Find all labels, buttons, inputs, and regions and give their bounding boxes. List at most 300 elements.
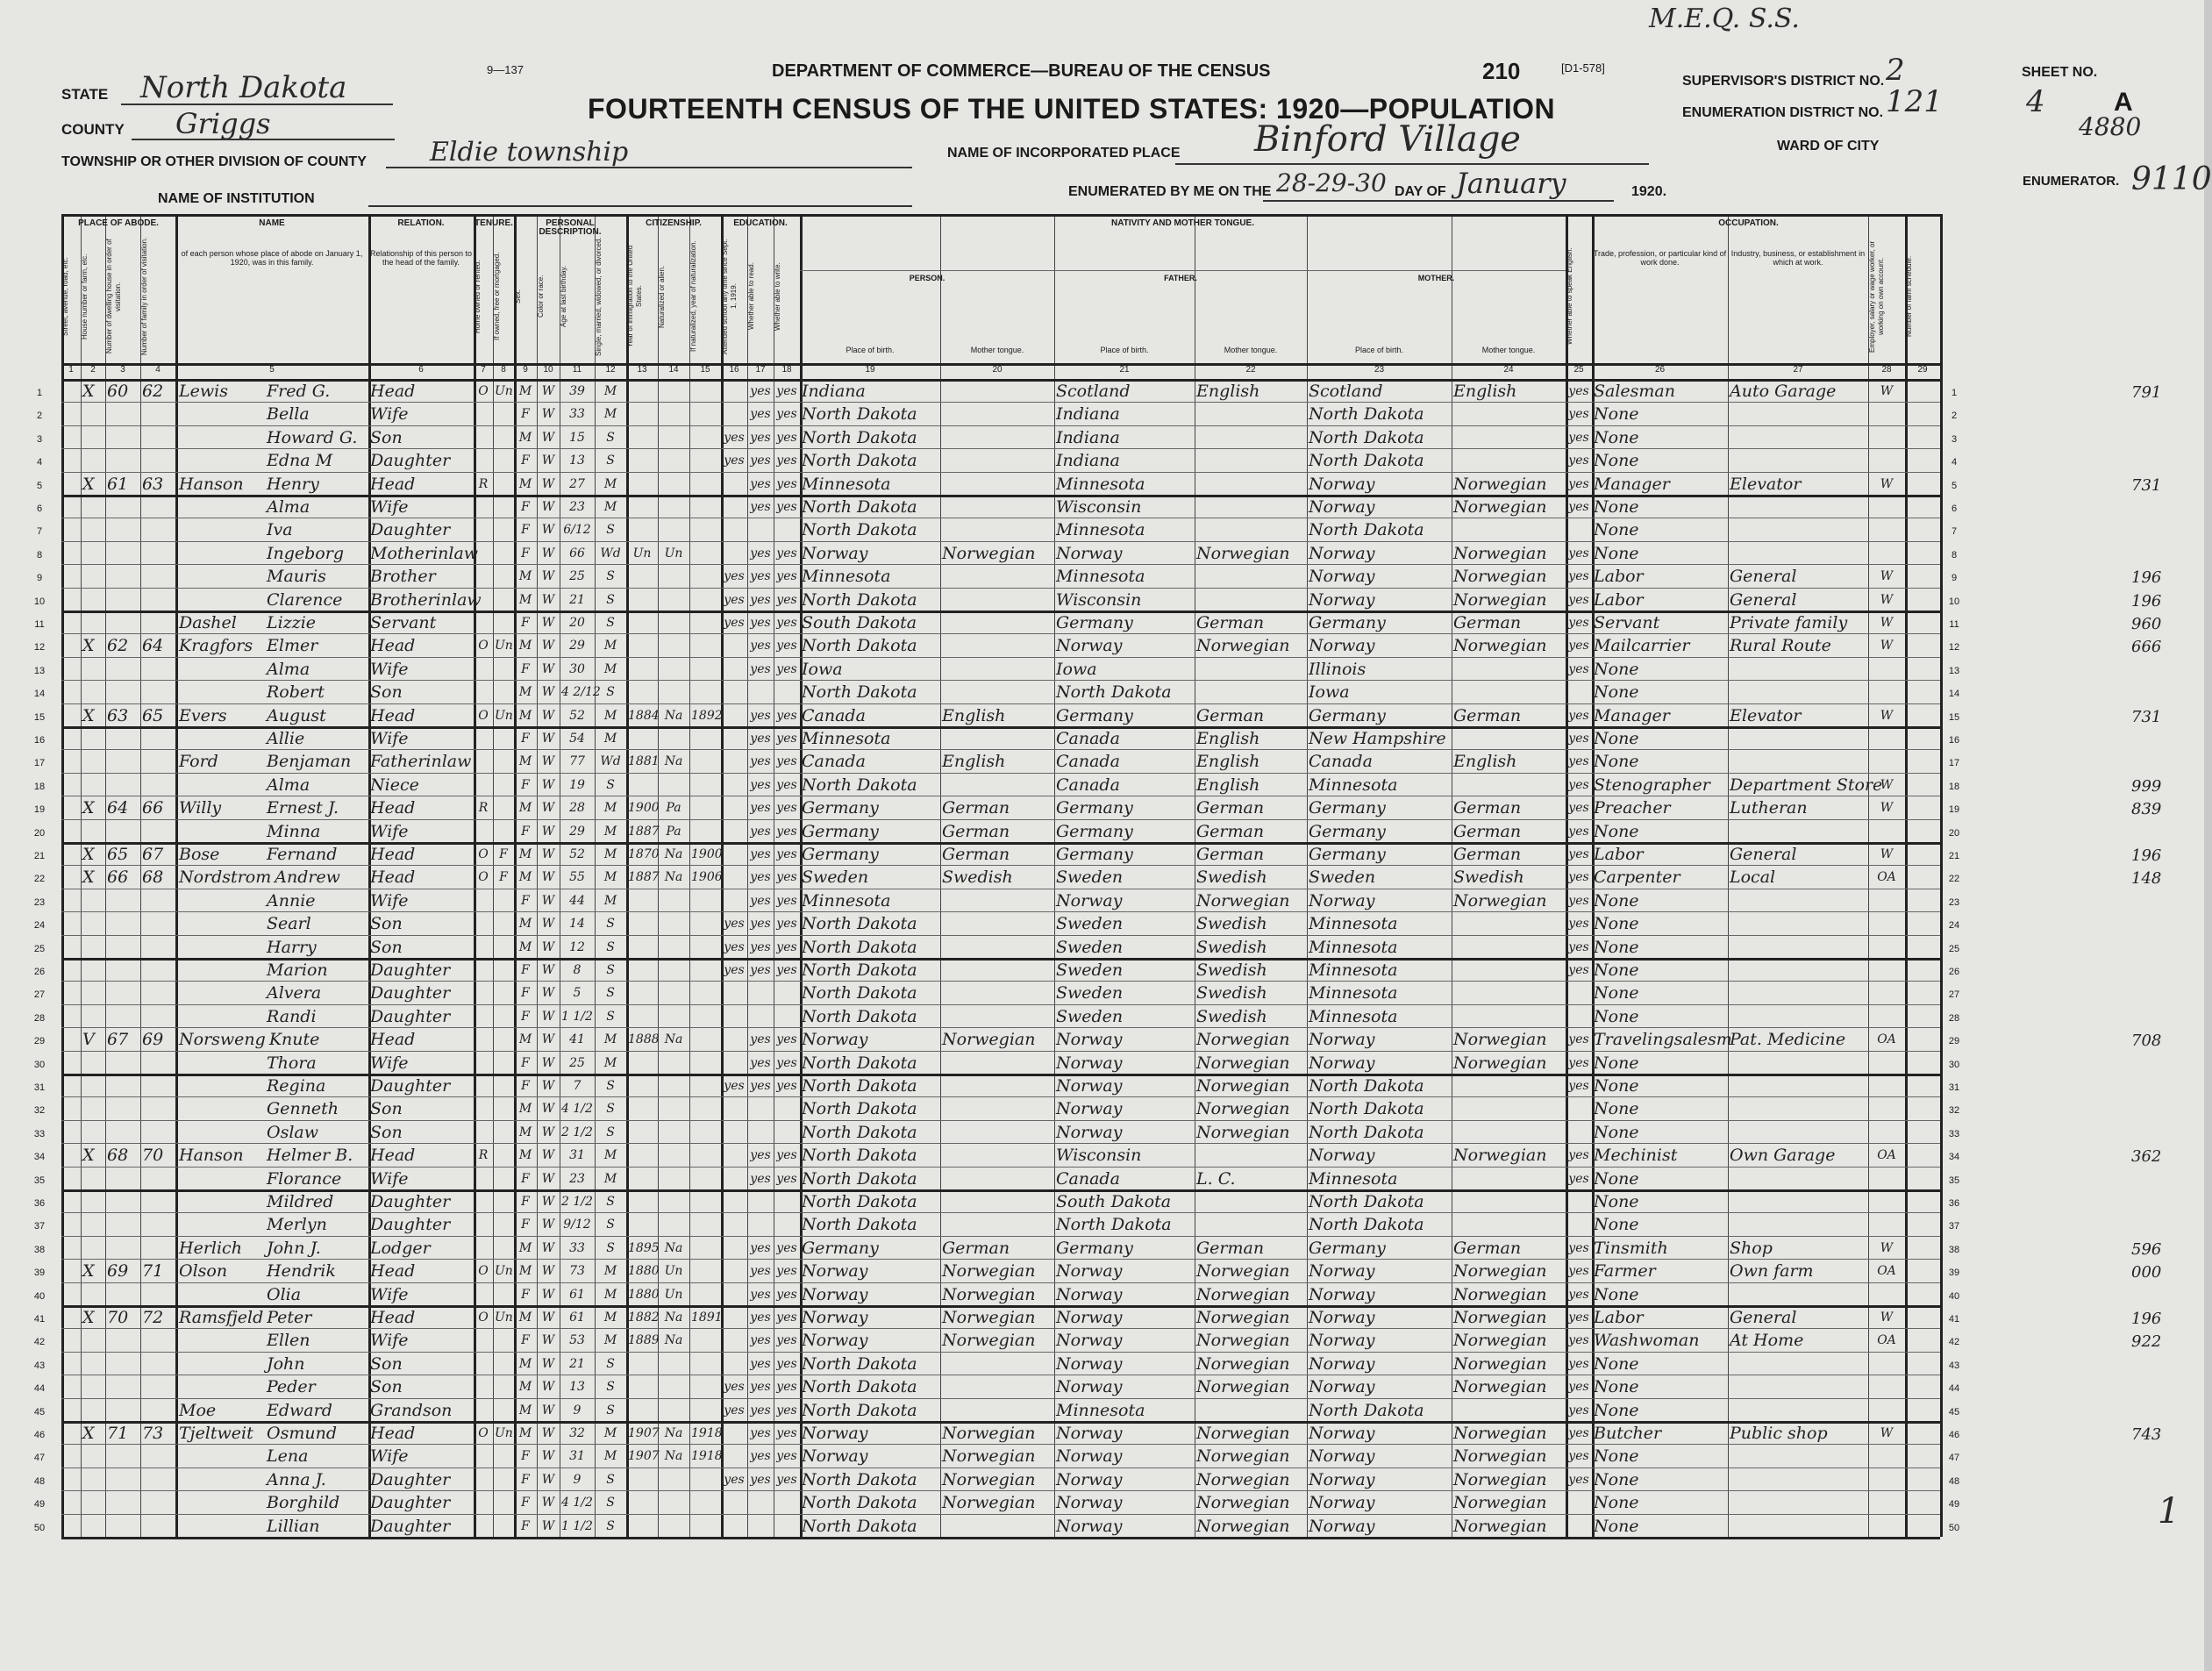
cell-wr: yes: [776, 1032, 797, 1047]
cell-own: O: [478, 639, 489, 653]
cell-fmt: Norwegian: [1196, 1030, 1290, 1050]
cell-eng: yes: [1568, 592, 1589, 607]
cell-wr: yes: [776, 1148, 797, 1163]
column-rule: [61, 214, 64, 1537]
cell-fpob: Sweden: [1056, 937, 1124, 957]
cell-ms: M: [603, 1171, 617, 1186]
cell-fmt: Swedish: [1196, 914, 1267, 934]
cell-sch: yes: [724, 592, 745, 607]
cell-mpob: Norway: [1309, 890, 1375, 910]
cell-ind: Auto Garage: [1730, 382, 1837, 401]
row-rule: [61, 1259, 1940, 1260]
cell-fpob: North Dakota: [1056, 682, 1172, 703]
group-header-personal: PERSONAL DESCRIPTION.: [539, 218, 602, 237]
cell-rel: Head: [370, 382, 416, 401]
cell-ms: M: [603, 824, 617, 839]
person-name: [179, 844, 367, 865]
cell-nat: Na: [664, 1426, 683, 1440]
cell-fmt: English: [1196, 729, 1260, 748]
given-name: John: [267, 1353, 305, 1374]
form-number: 9—137: [487, 63, 524, 76]
cell-ind: Own Garage: [1730, 1146, 1836, 1166]
line-number: 9: [36, 573, 43, 584]
cell-rd: yes: [750, 777, 771, 792]
cell-fmt: Norwegian: [1196, 1308, 1290, 1327]
cell-fpob: Wisconsin: [1056, 589, 1142, 610]
cell-fpob: Germany: [1056, 821, 1133, 841]
cell-race: W: [541, 1195, 555, 1209]
line-number: 42: [33, 1337, 46, 1348]
cell-ms: M: [603, 708, 617, 723]
given-name: Iva: [267, 520, 293, 540]
cell-rd: yes: [750, 847, 771, 861]
cell-mpob: North Dakota: [1309, 451, 1424, 471]
column-number: 20: [992, 365, 1003, 375]
cell-age: 25: [569, 569, 585, 584]
cell-ind: General: [1730, 845, 1797, 864]
cell-mt: German: [942, 821, 1010, 841]
cell-age: 23: [569, 1171, 585, 1186]
nativity-father-place-of-birth: Place of birth.: [1100, 346, 1149, 354]
cell-natyr: 1900: [691, 847, 723, 861]
cell-pob: North Dakota: [802, 497, 917, 517]
column-header-c5: of each person whose place of abode on January 1, 1920, was in this family.: [181, 249, 363, 267]
cell-cls: OA: [1877, 870, 1896, 885]
cell-nat: Na: [664, 1449, 683, 1464]
cell-age: 52: [569, 708, 585, 723]
cell-c2: X: [82, 382, 95, 401]
cell-mmt: German: [1453, 798, 1522, 818]
cell-fpob: Germany: [1056, 705, 1133, 725]
row-rule: [61, 1051, 1940, 1052]
cell-wr: yes: [776, 616, 797, 630]
cell-occ: Travelingsalesm: [1594, 1030, 1732, 1050]
cell-pob: North Dakota: [802, 1377, 917, 1397]
person-name: [179, 797, 367, 818]
cell-race: W: [541, 732, 555, 746]
column-number: 25: [1573, 365, 1584, 375]
cell-sex: F: [521, 1055, 530, 1070]
cell-cls: W: [1880, 476, 1894, 491]
cell-mmt: Norwegian: [1453, 1469, 1547, 1489]
row-rule: [61, 911, 1940, 912]
cell-ms: M: [603, 1264, 617, 1279]
cell-c4: 68: [142, 868, 164, 888]
column-header-c25: Whether able to speak English.: [1566, 247, 1573, 346]
cell-age: 21: [569, 1356, 585, 1371]
given-name: Edward: [267, 1400, 332, 1420]
cell-mmt: Norwegian: [1453, 1493, 1547, 1513]
column-header-c4: Number of family in order of visitation.: [140, 237, 148, 356]
person-name: [179, 751, 367, 772]
surname: Nordstrom: [179, 868, 272, 888]
cell-fmt: Swedish: [1196, 1006, 1267, 1026]
cell-ms: S: [606, 1496, 615, 1510]
county-value: Griggs: [175, 107, 271, 140]
nativity-sub-mother: MOTHER.: [1417, 274, 1455, 282]
cell-wr: yes: [776, 592, 797, 607]
cell-c2: X: [82, 1146, 95, 1166]
cell-fmt: Norwegian: [1196, 1377, 1290, 1397]
cell-eng: yes: [1568, 661, 1589, 676]
cell-rd: yes: [750, 1310, 771, 1325]
cell-occ: Butcher: [1594, 1424, 1662, 1443]
surname: Bose: [179, 845, 220, 864]
cell-wr: yes: [776, 801, 797, 816]
person-name: [179, 1238, 367, 1259]
cell-wr: yes: [776, 430, 797, 445]
cell-race: W: [541, 754, 555, 769]
cell-occ: None: [1594, 543, 1639, 563]
line-number-right: 34: [1948, 1152, 1960, 1163]
line-number: 14: [33, 689, 46, 700]
cell-mmt: English: [1453, 382, 1517, 401]
department-title: DEPARTMENT OF COMMERCE—BUREAU OF THE CENSUS: [772, 61, 1271, 81]
nativity-sub-father: FATHER.: [1164, 274, 1197, 282]
group-header-tenure: TENURE.: [475, 218, 513, 228]
person-name: [179, 1029, 367, 1050]
cell-fpob: Norway: [1056, 1331, 1123, 1351]
cell-race: W: [541, 1472, 555, 1487]
cell-c2: X: [82, 474, 95, 494]
surname: Dashel: [179, 613, 237, 632]
supervisor-label: SUPERVISOR'S DISTRICT NO.: [1682, 74, 1885, 89]
cell-wr: yes: [776, 1079, 797, 1093]
person-name: [179, 450, 367, 471]
person-name: [179, 1376, 367, 1397]
cell-mmt: German: [1453, 821, 1522, 841]
cell-ms: M: [603, 1032, 617, 1047]
cell-mpob: Germany: [1309, 1238, 1386, 1258]
cell-pob: North Dakota: [802, 775, 917, 795]
group-header-abode: PLACE OF ABODE.: [78, 218, 159, 228]
cell-nat: Na: [664, 1240, 683, 1255]
cell-mmt: Norwegian: [1453, 589, 1547, 610]
row-rule: [61, 564, 1940, 565]
line-number: 3: [36, 433, 43, 445]
cell-rd: yes: [750, 801, 771, 816]
person-name: [179, 775, 367, 796]
cell-imm: 1882: [628, 1310, 660, 1325]
line-number-right: 40: [1948, 1290, 1960, 1302]
township-label: TOWNSHIP OR OTHER DIVISION OF COUNTY: [61, 154, 367, 169]
person-name: [179, 543, 367, 564]
surname: Ramsfjeld: [179, 1308, 264, 1327]
cell-sex: F: [521, 1009, 530, 1024]
row-rule: [61, 1096, 1940, 1097]
line-number: 29: [33, 1036, 46, 1047]
cell-mpob: Minnesota: [1309, 1006, 1398, 1026]
enumerator-value: 9110: [2131, 161, 2212, 197]
column-number: 19: [865, 365, 875, 375]
cell-fmt: Norwegian: [1196, 1353, 1290, 1374]
cell-fpob: Norway: [1056, 890, 1123, 910]
cell-rel: Daughter: [370, 1076, 451, 1096]
cell-rel: Son: [370, 1377, 403, 1397]
cell-occ: None: [1594, 1192, 1639, 1211]
given-name: Olia: [267, 1284, 302, 1304]
cell-mmt: Norwegian: [1453, 636, 1547, 656]
line-number-right: 47: [1948, 1453, 1960, 1464]
cell-rel: Motherinlaw: [370, 543, 479, 563]
cell-fmt: Norwegian: [1196, 1493, 1290, 1513]
line-number: 37: [33, 1221, 46, 1232]
column-header-c28: Employer, salary or wage worker, or working on own account.: [1868, 240, 1885, 353]
column-number: 9: [523, 365, 528, 375]
cell-ms: M: [603, 1310, 617, 1325]
cell-sex: F: [521, 1287, 530, 1302]
cell-nat: Na: [664, 1333, 683, 1348]
cell-mort: F: [499, 870, 508, 885]
line-number: 40: [33, 1290, 46, 1302]
cell-age: 32: [569, 1426, 585, 1440]
group-header-citizenship: CITIZENSHIP.: [646, 218, 702, 228]
cell-wr: yes: [776, 1449, 797, 1464]
cell-sch: yes: [724, 616, 745, 630]
cell-rel: Servant: [370, 613, 437, 632]
cell-eng: yes: [1568, 453, 1589, 468]
person-name: [179, 1214, 367, 1235]
cell-eng: yes: [1568, 1079, 1589, 1093]
line-number-right: 8: [1951, 549, 1958, 561]
cell-occ: None: [1594, 497, 1639, 517]
footer-mark: 1: [2158, 1491, 2180, 1532]
state-value: North Dakota: [140, 70, 347, 105]
cell-age: 31: [569, 1148, 585, 1163]
line-number-right: 50: [1948, 1522, 1960, 1533]
cell-ms: M: [603, 1055, 617, 1070]
column-number: 28: [1881, 365, 1892, 375]
cell-occ: None: [1594, 890, 1639, 910]
cell-fmt: Swedish: [1196, 937, 1267, 957]
cell-fpob: Sweden: [1056, 914, 1124, 934]
cell-pob: Sweden: [802, 868, 869, 888]
person-name: [179, 1122, 367, 1143]
cell-eng: yes: [1568, 1426, 1589, 1440]
cell-mpob: Norway: [1309, 636, 1375, 656]
cell-mt: Norwegian: [942, 1331, 1036, 1351]
cell-eng: yes: [1568, 476, 1589, 491]
surname: Olson: [179, 1261, 228, 1282]
column-number: 3: [120, 365, 125, 375]
cell-race: W: [541, 1240, 555, 1255]
row-rule: [61, 1467, 1940, 1468]
cell-fpob: North Dakota: [1056, 1215, 1172, 1235]
cell-race: W: [541, 1518, 555, 1533]
cell-rel: Daughter: [370, 1516, 451, 1536]
cell-sex: M: [518, 1102, 532, 1117]
person-name: [179, 728, 367, 749]
cell-race: W: [541, 917, 555, 932]
margin-code: 362: [2131, 1147, 2162, 1167]
cell-own: R: [478, 801, 489, 816]
cell-rel: Son: [370, 1353, 403, 1374]
cell-age: 39: [569, 384, 585, 398]
given-name: Minna: [267, 821, 321, 841]
cell-fmt: Norwegian: [1196, 1469, 1290, 1489]
cell-mort: Un: [495, 1264, 513, 1279]
cell-pob: Germany: [802, 845, 879, 864]
given-name: Allie: [267, 729, 305, 748]
township-value: Eldie township: [430, 137, 629, 168]
county-label: COUNTY: [61, 121, 125, 138]
cell-cls: OA: [1877, 1264, 1896, 1279]
line-number: 48: [33, 1475, 46, 1487]
column-header-c2: House number or farm, etc.: [81, 254, 89, 339]
cell-sex: M: [518, 1310, 532, 1325]
cell-ms: S: [606, 1218, 615, 1232]
cell-sex: M: [518, 754, 532, 769]
cell-race: W: [541, 685, 555, 700]
person-name: [179, 519, 367, 540]
column-number: 21: [1119, 365, 1130, 375]
margin-code: 596: [2131, 1239, 2162, 1259]
cell-mpob: Norway: [1309, 589, 1375, 610]
cell-wr: yes: [776, 1356, 797, 1371]
cell-occ: None: [1594, 682, 1639, 703]
cell-cls: W: [1880, 847, 1894, 861]
cell-sex: F: [521, 500, 530, 514]
margin-code: 922: [2131, 1332, 2162, 1352]
given-name: Robert: [267, 682, 325, 703]
given-name: Mauris: [267, 567, 326, 587]
line-number: 23: [33, 896, 46, 908]
person-name: [179, 890, 367, 911]
cell-wr: yes: [776, 963, 797, 977]
cell-mpob: North Dakota: [1309, 1215, 1424, 1235]
cell-occ: None: [1594, 1353, 1639, 1374]
cell-natyr: 1918: [691, 1449, 723, 1464]
cell-c4: 72: [142, 1308, 164, 1327]
cell-wr: yes: [776, 1264, 797, 1279]
cell-sex: M: [518, 1403, 532, 1417]
cell-sex: M: [518, 870, 532, 885]
cell-wr: yes: [776, 546, 797, 561]
cell-eng: yes: [1568, 569, 1589, 584]
cell-c4: 63: [142, 474, 164, 494]
line-number-right: 48: [1948, 1475, 1960, 1487]
cell-pob: Indiana: [802, 382, 866, 401]
column-header-c18: Whether able to write.: [774, 262, 781, 331]
cell-nat: Na: [664, 754, 683, 769]
column-number: 1: [68, 365, 74, 375]
cell-occ: None: [1594, 520, 1639, 540]
row-rule: [61, 1352, 1940, 1353]
cell-fmt: Norwegian: [1196, 1424, 1290, 1443]
line-number: 19: [33, 804, 46, 816]
cell-rd: yes: [750, 592, 771, 607]
line-number-right: 3: [1951, 433, 1958, 445]
cell-fpob: Indiana: [1056, 427, 1120, 447]
cell-occ: Carpenter: [1594, 868, 1680, 888]
cell-rel: Head: [370, 1146, 416, 1166]
cell-age: 2 1/2: [561, 1195, 593, 1209]
cell-occ: Preacher: [1594, 798, 1671, 818]
cell-ind: General: [1730, 1308, 1797, 1327]
cell-natyr: 1892: [691, 708, 723, 723]
given-name: Howard G.: [267, 427, 358, 447]
nativity-mother-place-of-birth: Place of birth.: [1354, 346, 1404, 354]
cell-rd: yes: [750, 1032, 771, 1047]
surname: Herlich: [179, 1238, 242, 1258]
cell-sex: M: [518, 639, 532, 653]
cell-ms: M: [603, 847, 617, 861]
row-rule: [61, 1120, 1940, 1121]
row-rule: [61, 1398, 1940, 1399]
cell-pob: Norway: [802, 1424, 868, 1443]
cell-own: R: [478, 1148, 489, 1163]
line-number-right: 41: [1948, 1314, 1960, 1325]
given-name: Lena: [267, 1446, 309, 1467]
given-name: Fred G.: [267, 382, 331, 401]
cell-fpob: Norway: [1056, 1353, 1123, 1374]
column-number: 27: [1793, 365, 1803, 375]
cell-pob: North Dakota: [802, 960, 917, 980]
row-rule: [61, 1282, 1940, 1283]
cell-nat: Na: [664, 1032, 683, 1047]
cell-eng: yes: [1568, 732, 1589, 746]
cell-eng: yes: [1568, 1403, 1589, 1417]
line-number: 36: [33, 1198, 46, 1209]
cell-fpob: Sweden: [1056, 983, 1124, 1003]
column-number: 4: [155, 365, 161, 375]
person-name: [179, 1423, 367, 1444]
cell-rd: yes: [750, 824, 771, 839]
cell-wr: yes: [776, 939, 797, 954]
column-rule: [1868, 214, 1869, 1537]
cell-race: W: [541, 1426, 555, 1440]
line-number-right: 24: [1948, 920, 1960, 932]
cell-mmt: German: [1453, 845, 1522, 864]
cell-eng: yes: [1568, 1287, 1589, 1302]
enumerated-label: ENUMERATED BY ME ON THE: [1068, 184, 1272, 199]
cell-mpob: North Dakota: [1309, 1400, 1424, 1420]
line-number-right: 18: [1948, 781, 1960, 792]
cell-race: W: [541, 1356, 555, 1371]
given-name: Marion: [267, 960, 328, 980]
line-number-right: 7: [1951, 526, 1958, 538]
cell-fmt: German: [1196, 613, 1265, 632]
cell-imm: 1889: [628, 1333, 660, 1348]
cell-ms: M: [603, 1333, 617, 1348]
cell-mpob: Norway: [1309, 1353, 1375, 1374]
column-number: 5: [269, 365, 275, 375]
cell-rd: yes: [750, 1356, 771, 1371]
column-rule: [1728, 214, 1729, 1537]
cell-fmt: Swedish: [1196, 868, 1267, 888]
cell-pob: Norway: [802, 543, 868, 563]
cell-pob: Germany: [802, 798, 879, 818]
cell-mt: German: [942, 798, 1010, 818]
cell-eng: yes: [1568, 1333, 1589, 1348]
column-rule: [689, 214, 690, 1537]
cell-mpob: Canada: [1309, 752, 1373, 772]
line-number-right: 16: [1948, 735, 1960, 746]
cell-sex: F: [521, 893, 530, 908]
line-number: 10: [33, 596, 46, 607]
column-number: 17: [755, 365, 766, 375]
cell-rel: Son: [370, 427, 403, 447]
cell-mmt: German: [1453, 613, 1522, 632]
cell-rd: yes: [750, 1148, 771, 1163]
cell-fpob: Norway: [1056, 1030, 1123, 1050]
cell-cls: W: [1880, 1310, 1894, 1325]
cell-rd: yes: [750, 407, 771, 422]
cell-rd: yes: [750, 430, 771, 445]
person-name: [179, 821, 367, 842]
column-number: 8: [501, 365, 506, 375]
line-number-right: 23: [1948, 896, 1960, 908]
